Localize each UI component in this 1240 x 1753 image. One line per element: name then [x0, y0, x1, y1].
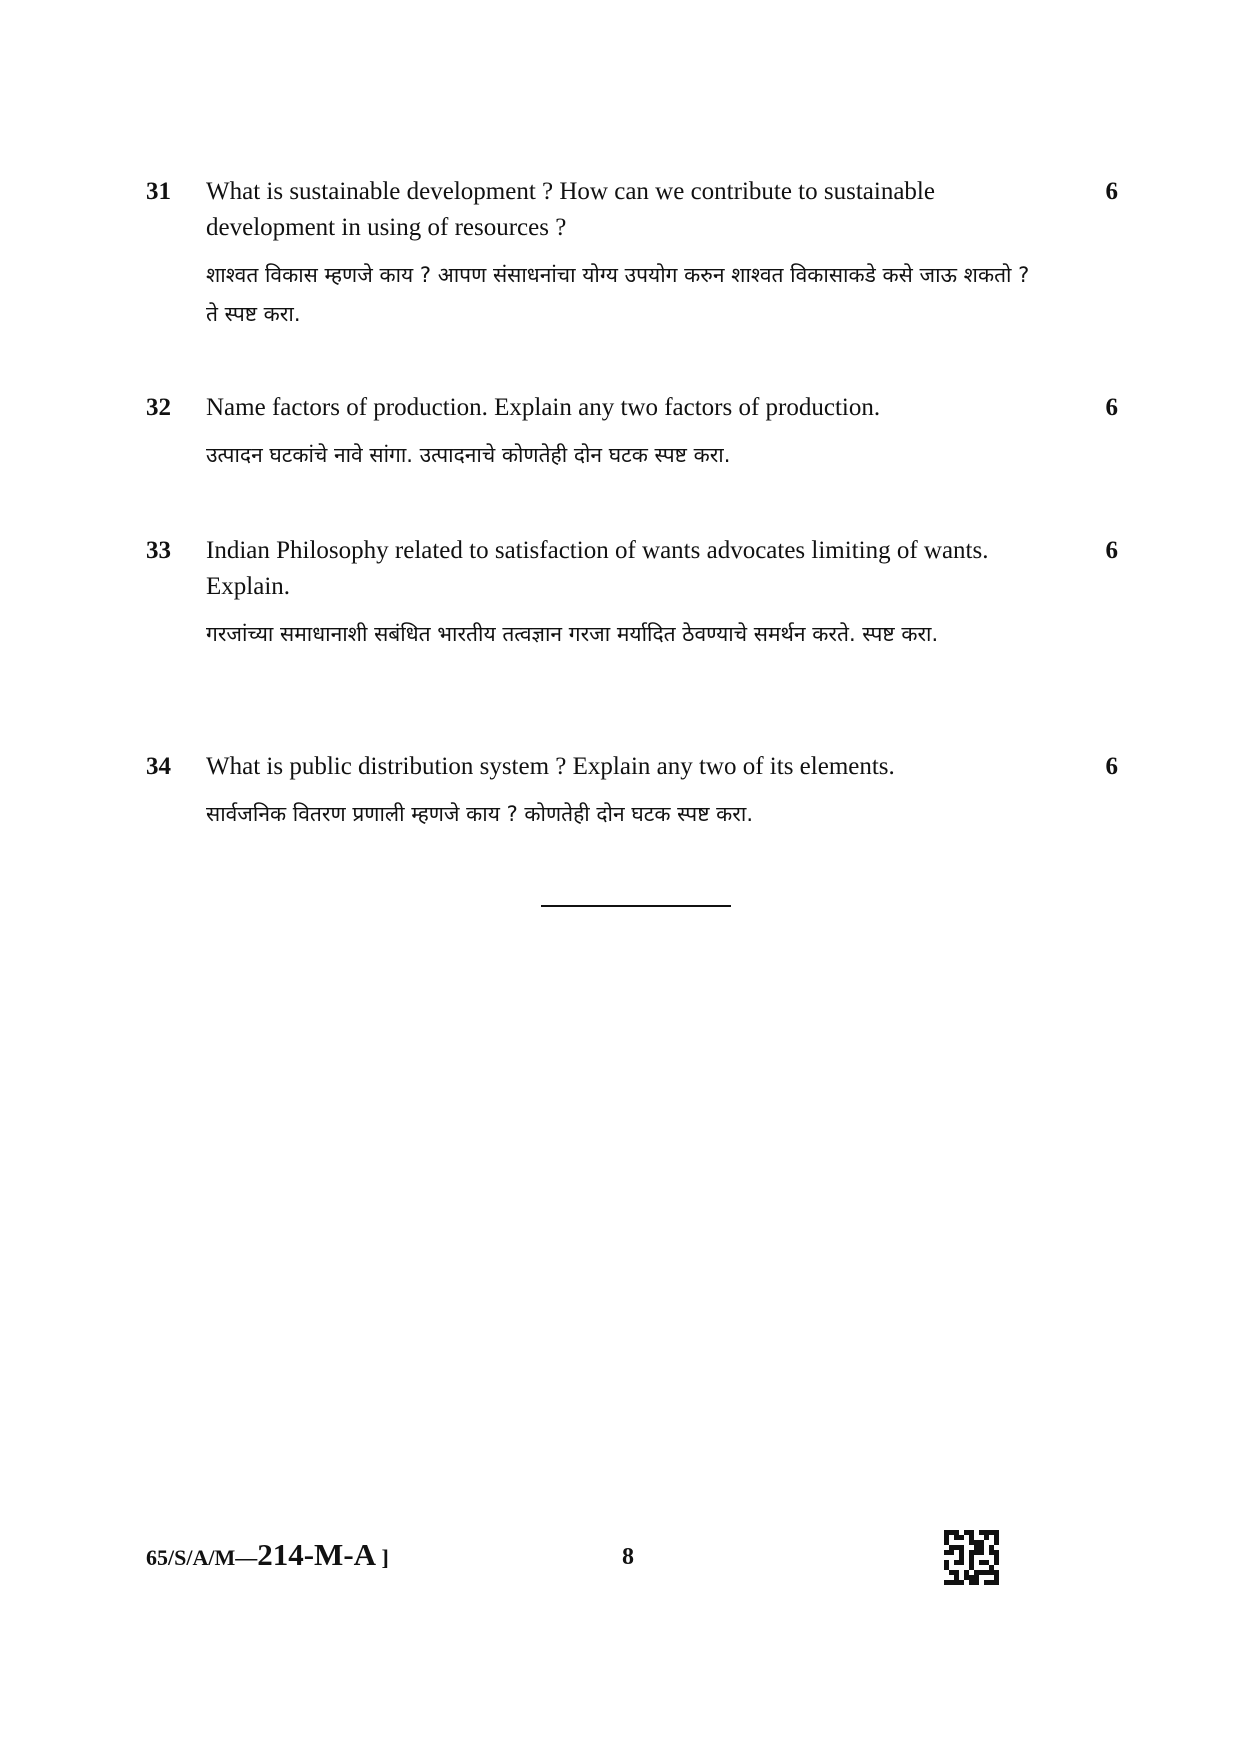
question-text-english: Name factors of production. Explain any two factors of production. [206, 394, 881, 421]
question-number: 31 [146, 178, 171, 205]
paper-code [146, 1537, 389, 1576]
question-text-marathi: उत्पादन घटकांचे नावे सांगा. उत्पादनाचे कोणतेही दोन घटक स्पष्ट करा. [206, 443, 731, 467]
question-marks: 6 [1105, 537, 1118, 564]
paper-code-suffix: ] [376, 1545, 389, 1570]
question-marks: 6 [1105, 394, 1118, 421]
paper-code-prefix: 65/S/A/M— [146, 1545, 258, 1570]
question-text-marathi: सार्वजनिक वितरण प्रणाली म्हणजे काय ? कोणतेही दोन घटक स्पष्ट करा. [206, 802, 753, 826]
end-divider [541, 905, 731, 907]
question-text-marathi: शाश्वत विकास म्हणजे काय ? आपण संसाधनांचा योग्य उपयोग करुन शाश्वत विकासाकडे कसे जाऊ शकतो ? ते स्पष्ट करा. [206, 263, 1030, 326]
question-number: 34 [146, 753, 171, 780]
paper-code-main: 214-M-A [257, 1537, 377, 1572]
question-text-english: Indian Philosophy related to satisfaction of wants advocates limiting of wants. Explain. [206, 537, 989, 600]
page-number: 8 [622, 1544, 634, 1570]
question-marks: 6 [1105, 753, 1118, 780]
question-number: 32 [146, 394, 171, 421]
question-text-english: What is public distribution system ? Explain any two of its elements. [206, 753, 895, 780]
question-marks: 6 [1105, 178, 1118, 205]
question-text-marathi: गरजांच्या समाधानाशी सबंधित भारतीय तत्वज्ञान गरजा मर्यादित ठेवण्याचे समर्थन करते. स्पष्ट करा. [206, 622, 939, 646]
qr-code-icon [944, 1530, 999, 1585]
question-text-english: What is sustainable development ? How can we contribute to sustainable development in using of resources ? [206, 178, 935, 241]
question-number: 33 [146, 537, 171, 564]
